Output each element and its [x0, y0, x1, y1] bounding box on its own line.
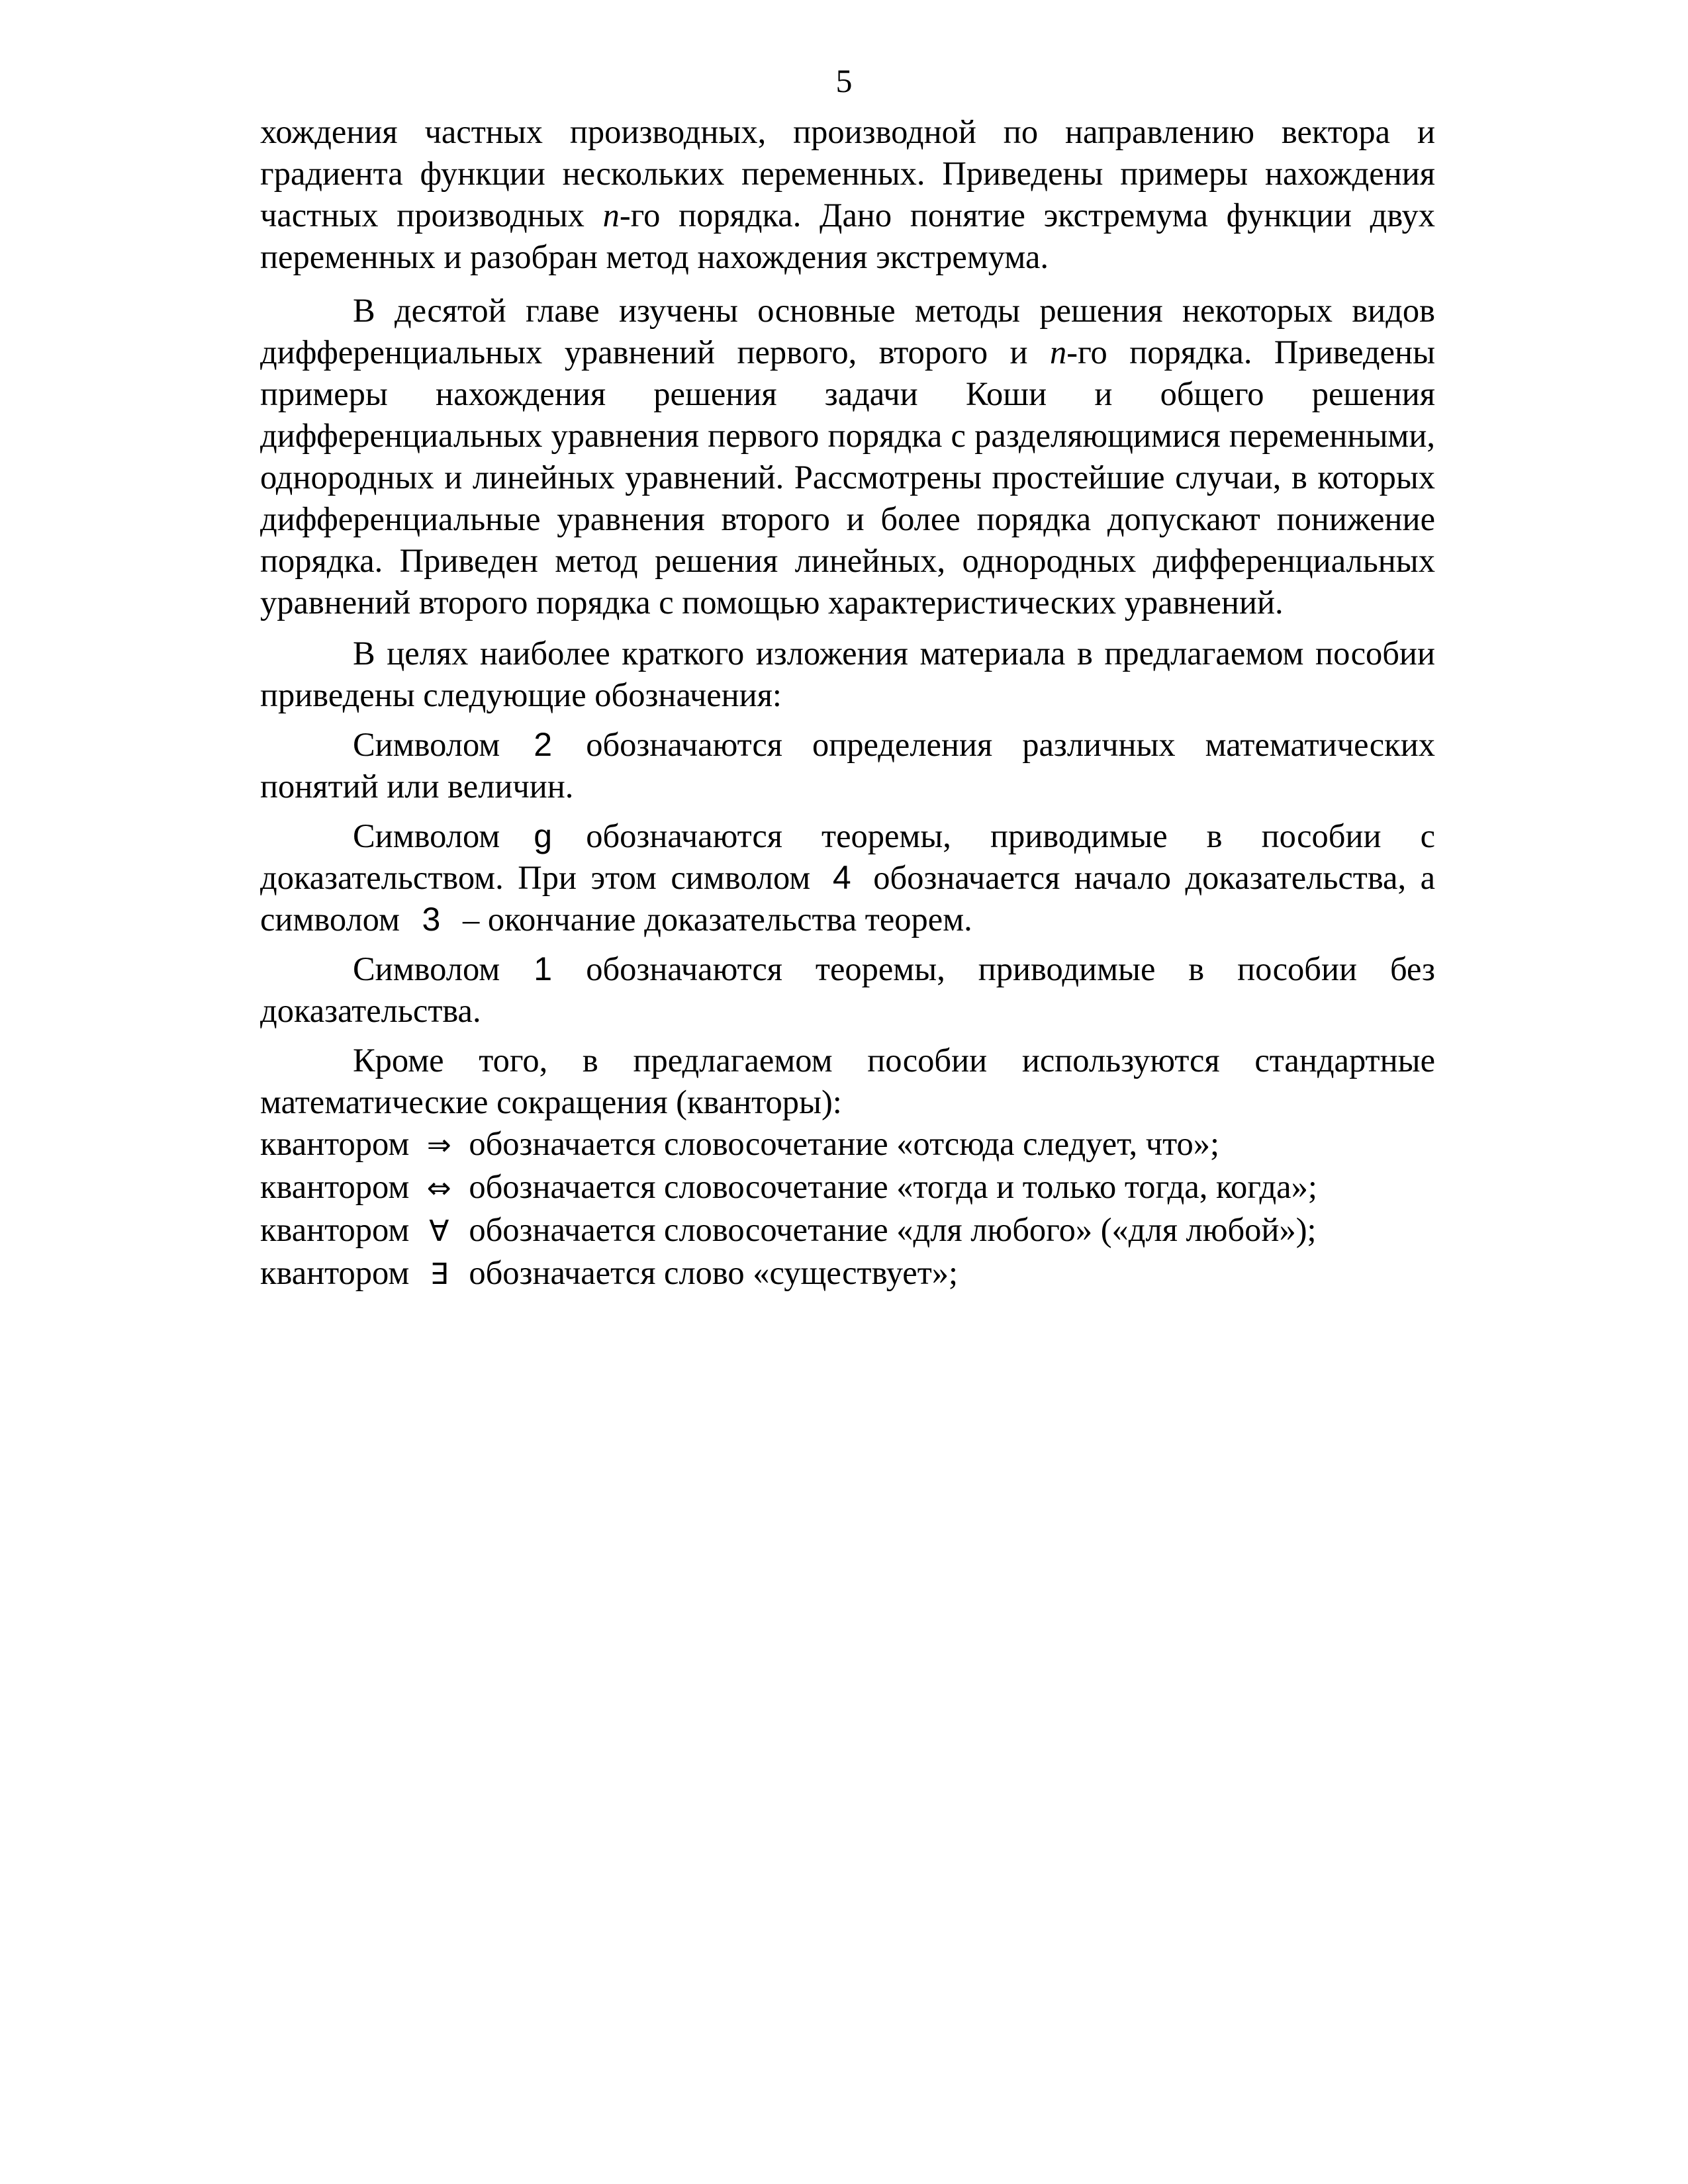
theorem-symbol-icon: g: [534, 817, 553, 854]
paragraph-text: обозначаются теоремы, приводимые в пособии без доказательства.: [260, 950, 1435, 1029]
paragraph-definition-symbol: [260, 724, 1435, 807]
paragraph-text: обозначаются определения различных математических понятий или величин.: [260, 726, 1435, 805]
quantifier-text: обозначается словосочетание «тогда и только тогда, когда»;: [469, 1168, 1317, 1205]
paragraph-text: Символом: [353, 817, 500, 854]
quantifier-text: обозначается словосочетание «отсюда следует, что»;: [469, 1125, 1220, 1162]
paragraph-text: – окончание доказательства теорем.: [462, 901, 972, 938]
paragraph-text: В десятой главе изучены основные методы решения некоторых видов дифференциальных уравнений первого, второго и: [260, 292, 1435, 371]
quantifier-word: квантором: [260, 1254, 410, 1291]
quantifier-line-implies: [260, 1123, 1435, 1166]
exists-icon: ∃: [430, 1257, 449, 1291]
paragraph-theorem-symbol: [260, 815, 1435, 940]
quantifier-text: обозначается словосочетание «для любого» («для любой»);: [469, 1211, 1317, 1248]
paragraph-text: -го порядка. Дано понятие экстремума функции двух переменных и разобран метод нахождения экстремума.: [260, 197, 1435, 275]
paragraph-chapter-ten: [260, 290, 1435, 623]
quantifier-line-iff: [260, 1166, 1435, 1209]
paragraph-quantifiers-intro: Кроме того, в предлагаемом пособии используются стандартные математические сокращения (кванторы):: [260, 1042, 1435, 1120]
forall-icon: ∀: [429, 1214, 449, 1248]
page-body: [260, 111, 1435, 1295]
proof-end-symbol-icon: 3: [422, 901, 441, 938]
page-number: 5: [835, 62, 853, 99]
definition-symbol-icon: 2: [534, 726, 553, 763]
implies-icon: ⇒: [426, 1128, 451, 1162]
proof-start-symbol-icon: 4: [832, 859, 851, 896]
paragraph-text: обозначается начало доказательства, а символом: [260, 859, 1435, 938]
quantifier-word: квантором: [260, 1211, 410, 1248]
paragraph-notation-intro: В целях наиболее краткого изложения материала в предлагаемом пособии приведены следующие обозначения:: [260, 635, 1435, 713]
paragraph-text: -го порядка. Приведены примеры нахождения решения задачи Коши и общего решения дифференциальных уравнения первого порядка с разделяющимися переменными, однородных и линейных уравнений. Рассмотрены простейшие случаи, в которых дифференциальные уравнения второго и более порядка допускают понижение порядка. Приведен метод решения линейных, однородных дифференциальных уравнений второго порядка с помощью характеристических уравнений.: [260, 334, 1435, 621]
paragraph-text: Символом: [353, 726, 500, 763]
paragraph-text: Символом: [353, 950, 500, 987]
variable-n: n: [1050, 334, 1067, 371]
quantifier-word: квантором: [260, 1168, 410, 1205]
quantifier-word: квантором: [260, 1125, 410, 1162]
paragraph-text: хождения частных производных, производной по направлению вектора и градиента функции нескольких переменных. Приведены примеры нахождения частных производных: [260, 113, 1435, 234]
variable-n: n: [602, 197, 620, 234]
paragraph-unproven-theorem-symbol: [260, 948, 1435, 1032]
paragraph-partial-derivatives: [260, 111, 1435, 278]
paragraph-text: обозначаются теоремы, приводимые в пособии с доказательством. При этом символом: [260, 817, 1435, 896]
iff-icon: ⇔: [426, 1171, 451, 1205]
unproven-theorem-symbol-icon: 1: [534, 950, 553, 987]
quantifier-line-exists: [260, 1252, 1435, 1295]
quantifier-line-forall: [260, 1209, 1435, 1252]
quantifier-text: обозначается слово «существует»;: [469, 1254, 959, 1291]
